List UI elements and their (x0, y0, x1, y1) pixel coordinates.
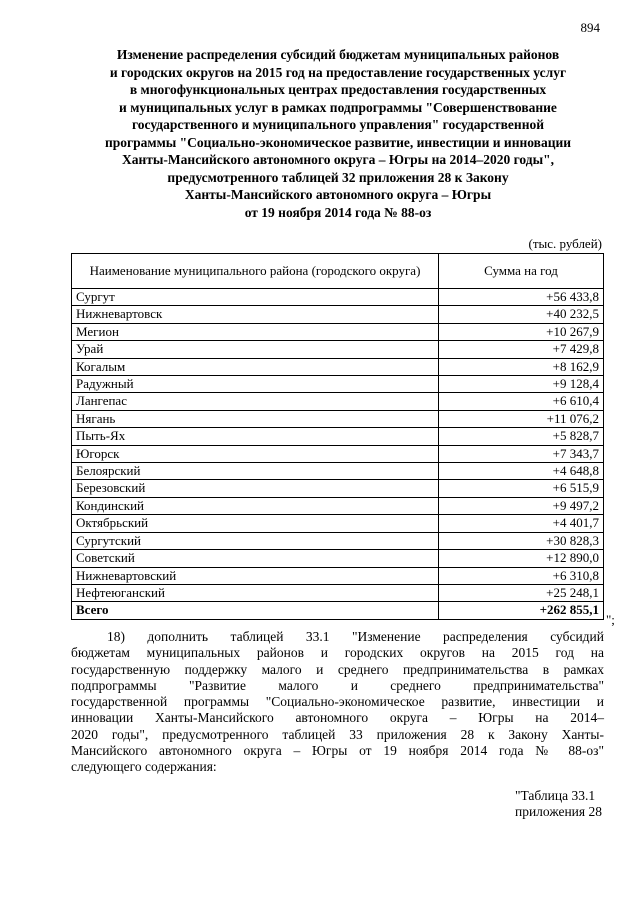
table-row (72, 341, 604, 358)
table-reference-note (515, 788, 602, 821)
paragraph-line: 18) дополнить таблицей 33.1 "Изменение распределения субсидий (107, 629, 604, 644)
document-title (70, 46, 606, 221)
table-row (72, 376, 604, 393)
cell-sum: +56 433,8 (439, 289, 604, 306)
cell-municipality: Нижневартовск (72, 306, 439, 323)
cell-municipality: Сургут (72, 289, 439, 306)
closing-quote: "; (606, 612, 615, 627)
table-note-line: приложения 28 (514, 804, 602, 820)
cell-sum: +5 828,7 (439, 428, 604, 445)
subsidy-table (71, 253, 604, 620)
cell-sum: +7 429,8 (439, 341, 604, 358)
title-line: Ханты-Мансийского автономного округа – Югры (184, 187, 492, 202)
table-body (72, 289, 604, 620)
cell-municipality: Когалым (72, 358, 439, 375)
table-row (72, 393, 604, 410)
table-header-row (72, 254, 604, 289)
page-number: 894 (580, 20, 600, 35)
cell-municipality: Радужный (72, 376, 439, 393)
cell-sum: +4 401,7 (439, 515, 604, 532)
table-row (72, 480, 604, 497)
table-row (72, 532, 604, 549)
header-sum: Сумма на год (439, 254, 604, 289)
cell-sum: +25 248,1 (439, 584, 604, 601)
paragraph-line: следующего содержания: (71, 759, 217, 775)
cell-sum: +9 128,4 (439, 376, 604, 393)
cell-municipality: Пыть-Ях (72, 428, 439, 445)
paragraph-line: 2020 годы", предусмотренного таблицей 33 приложения 28 к Закону Ханты- (71, 726, 604, 742)
cell-sum: +6 610,4 (439, 393, 604, 410)
cell-sum: +11 076,2 (439, 410, 604, 427)
title-line: Изменение распределения субсидий бюджетам муниципальных районов (116, 47, 560, 62)
title-line: в многофункциональных центрах предоставления государственных (129, 82, 547, 97)
amendment-paragraph (71, 629, 604, 776)
title-line: предусмотренного таблицей 32 приложения 28 к Закону (167, 169, 509, 185)
table-row (72, 584, 604, 601)
paragraph-line: инновации Ханты-Мансийского автономного округа – Югры на 2014– (71, 710, 604, 726)
title-line: Ханты-Мансийского автономного округа – Югры на 2014–2020 годы", (121, 152, 554, 167)
cell-municipality: Советский (72, 550, 439, 567)
paragraph-line: государственную поддержку малого и среднего предпринимательства в рамках (71, 661, 604, 677)
cell-sum: +9 497,2 (439, 497, 604, 514)
cell-sum: +4 648,8 (439, 463, 604, 480)
paragraph-line: Мансийского автономного округа – Югры от 19 ноября 2014 года № 88-оз" (71, 743, 604, 759)
title-line: и муниципальных услуг в рамках подпрограммы "Совершенствование (119, 99, 557, 115)
cell-municipality: Березовский (72, 480, 439, 497)
cell-sum: +10 267,9 (439, 323, 604, 340)
cell-municipality: Нефтеюганский (72, 584, 439, 601)
table-row (72, 550, 604, 567)
cell-sum: +12 890,0 (439, 550, 604, 567)
table-row (72, 463, 604, 480)
cell-sum: +6 515,9 (439, 480, 604, 497)
cell-municipality: Кондинский (72, 497, 439, 514)
table-row (72, 567, 604, 584)
cell-total-sum: +262 855,1 (439, 602, 604, 619)
paragraph-line: подпрограммы "Развитие малого и среднего предпринимательства" (71, 677, 604, 693)
table-row (72, 497, 604, 514)
table-note-line: "Таблица 33.1 (514, 788, 596, 803)
table-total-row (72, 602, 604, 619)
cell-sum: +7 343,7 (439, 445, 604, 462)
cell-municipality: Югорск (72, 445, 439, 462)
cell-municipality: Октябрьский (72, 515, 439, 532)
cell-total-label: Всего (72, 602, 439, 619)
table-row (72, 289, 604, 306)
table-row (72, 445, 604, 462)
table-row (72, 515, 604, 532)
cell-municipality: Нягань (72, 410, 439, 427)
title-line: программы "Социально-экономическое развитие, инвестиции и инновации (104, 134, 572, 150)
cell-municipality: Сургутский (72, 532, 439, 549)
cell-sum: +6 310,8 (439, 567, 604, 584)
cell-municipality: Урай (72, 341, 439, 358)
paragraph-line: государственной программы "Социально-экономическое развитие, инвестиции и (71, 694, 604, 710)
table-row (72, 306, 604, 323)
paragraph-line: бюджетам муниципальных районов и городских округов на 2015 год на (71, 645, 604, 661)
cell-municipality: Нижневартовский (72, 567, 439, 584)
cell-municipality: Белоярский (72, 463, 439, 480)
table-row (72, 410, 604, 427)
title-line: от 19 ноября 2014 года № 88-оз (244, 204, 432, 220)
cell-municipality: Лангепас (72, 393, 439, 410)
cell-sum: +8 162,9 (439, 358, 604, 375)
title-line: государственного и муниципального управления" государственной (131, 117, 545, 132)
table-row (72, 323, 604, 340)
table-row (72, 358, 604, 375)
title-line: и городских округов на 2015 год на предоставление государственных услуг (109, 64, 567, 80)
cell-sum: +30 828,3 (439, 532, 604, 549)
cell-municipality: Мегион (72, 323, 439, 340)
cell-sum: +40 232,5 (439, 306, 604, 323)
header-municipality: Наименование муниципального района (городского округа) (72, 254, 439, 289)
units-label: (тыс. рублей) (528, 236, 602, 251)
table-row (72, 428, 604, 445)
